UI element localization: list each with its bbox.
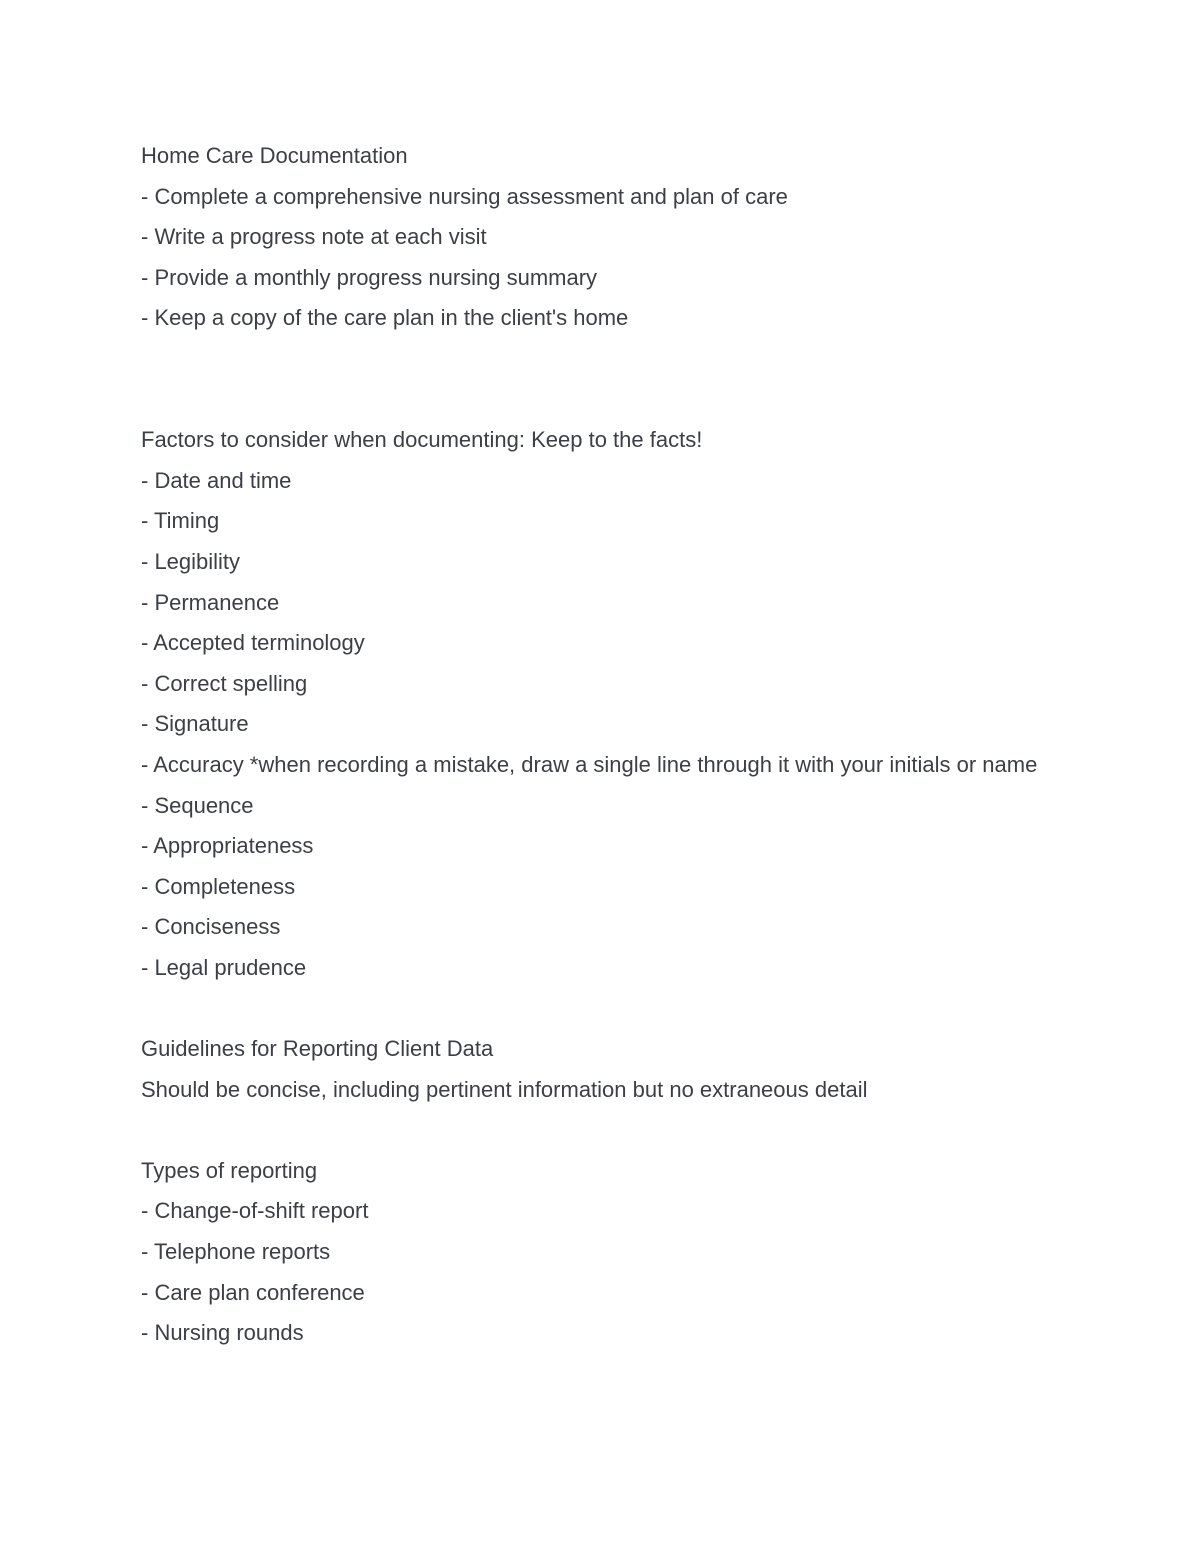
list-item: - Appropriateness xyxy=(141,833,314,859)
list-item: - Conciseness xyxy=(141,914,281,940)
list-item: - Completeness xyxy=(141,873,296,899)
list-item: - Correct spelling xyxy=(141,670,308,696)
list-item: - Signature xyxy=(141,711,249,737)
section-reporting-types xyxy=(141,1151,1061,1354)
spacer xyxy=(141,988,1061,1029)
list-item: - Change-of-shift report xyxy=(141,1198,369,1224)
document-content xyxy=(141,136,1061,1354)
section-body: Should be concise, including pertinent information but no extraneous detail xyxy=(141,1076,868,1102)
section-documenting-factors xyxy=(141,420,1061,988)
section-heading: Factors to consider when documenting: Keep to the facts! xyxy=(141,427,703,453)
list-item: - Accuracy *when recording a mistake, draw a single line through it with your initials or name xyxy=(141,751,1038,777)
list-item: - Provide a monthly progress nursing summary xyxy=(141,264,598,290)
section-reporting-guidelines xyxy=(141,1029,1061,1110)
list-item: - Complete a comprehensive nursing assessment and plan of care xyxy=(141,183,788,209)
list-item: - Sequence xyxy=(141,792,254,818)
list-item: - Nursing rounds xyxy=(141,1320,304,1346)
list-item: - Legal prudence xyxy=(141,954,307,980)
list-item: - Legibility xyxy=(141,548,241,574)
list-item: - Write a progress note at each visit xyxy=(141,224,487,250)
section-home-care xyxy=(141,136,1061,339)
spacer xyxy=(141,339,1061,420)
list-item: - Care plan conference xyxy=(141,1279,365,1305)
spacer xyxy=(141,1110,1061,1151)
list-item: - Permanence xyxy=(141,589,280,615)
list-item: - Timing xyxy=(141,508,220,534)
section-heading: Home Care Documentation xyxy=(141,143,408,168)
section-heading: Types of reporting xyxy=(141,1157,318,1183)
list-item: - Keep a copy of the care plan in the client's home xyxy=(141,305,629,331)
list-item: - Date and time xyxy=(141,467,292,493)
section-heading: Guidelines for Reporting Client Data xyxy=(141,1036,494,1062)
list-item: - Accepted terminology xyxy=(141,630,365,656)
list-item: - Telephone reports xyxy=(141,1239,331,1265)
